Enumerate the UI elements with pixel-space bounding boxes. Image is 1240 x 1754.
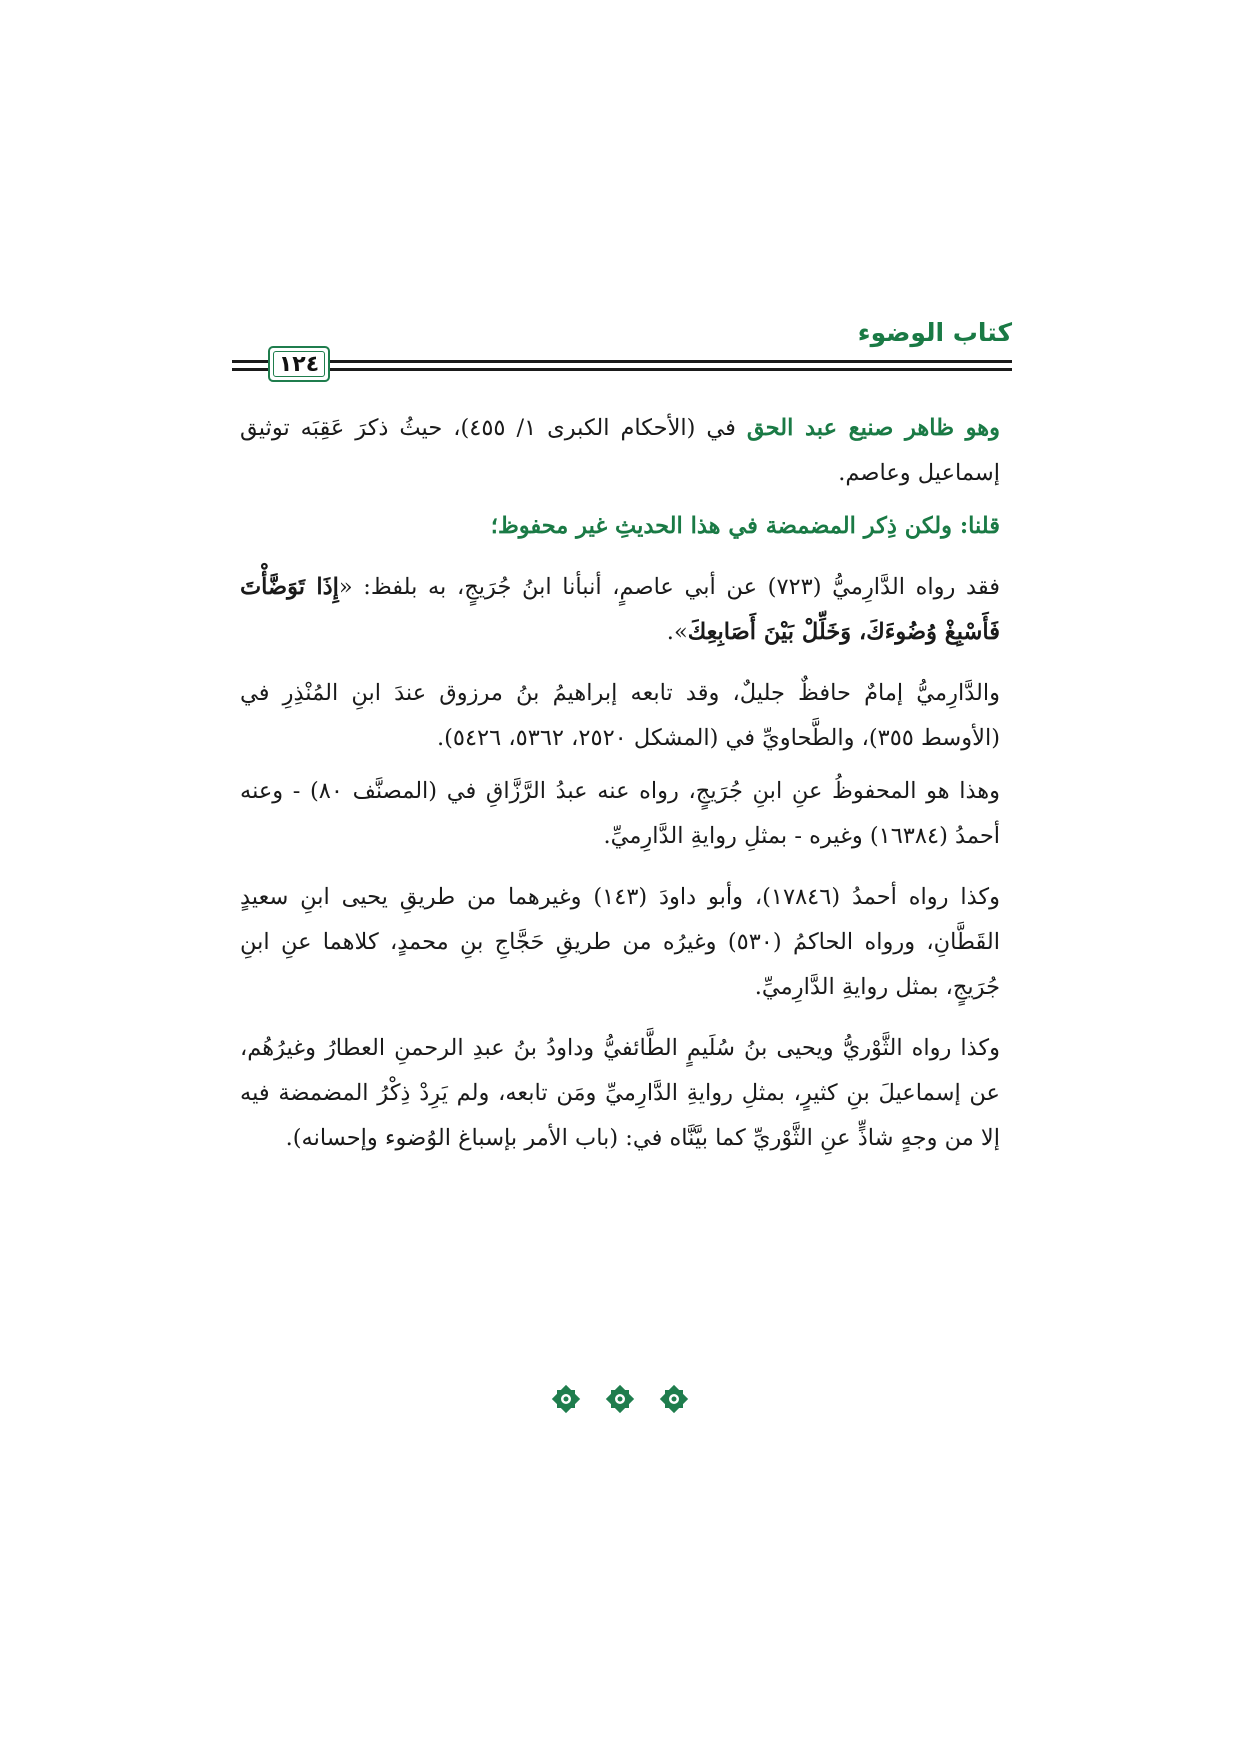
page-number-box <box>268 346 330 382</box>
page-header <box>232 318 1012 382</box>
paragraph-1 <box>240 406 1000 496</box>
header-rule-top <box>232 360 1012 363</box>
book-title: كتاب الوضوء <box>857 318 1012 347</box>
hadith-text: إِذَا تَوَضَّأْتَ فَأَسْبِغْ وُضُوءَكَ، وَخَلِّلْ بَيْنَ أَصَابِعِكَ <box>240 574 1000 645</box>
paragraph-text: في (الأحكام الكبرى ١/ ٤٥٥)، حيثُ ذكرَ عَقِبَه توثيق إسماعيل وعاصم. <box>240 415 1000 486</box>
end-ornaments <box>0 1382 1240 1416</box>
qulna-label: قلنا: <box>959 513 1000 539</box>
highlighted-statement: ولكن ذِكر المضمضة في هذا الحديثِ غير محفوظ؛ <box>490 513 960 539</box>
page-number: ١٢٤ <box>278 351 320 377</box>
paragraph-text: وكذا رواه أحمدُ (١٧٨٤٦)، وأبو داودَ (١٤٣) وغيرهما من طريقِ يحيى ابنِ سعيدٍ القَطَّانِ، ورواه الحاكمُ (٥٣٠) وغيرُه من طريقِ حَجَّاجِ بنِ محمدٍ، كلاهما عنِ ابنِ جُرَيجٍ، بمثل روايةِ الدَّارِميِّ. <box>240 884 1001 1000</box>
paragraph-text: وهذا هو المحفوظُ عنِ ابنِ جُرَيجٍ، رواه عنه عبدُ الرَّزَّاقِ في (المصنَّف ٨٠) - وعنه أحمدُ (١٦٣٨٤) وغيره - بمثلِ روايةِ الدَّارِميِّ. <box>240 778 1001 849</box>
quote-close: ». <box>666 619 688 645</box>
header-rule-bottom <box>232 368 1012 371</box>
paragraph-4 <box>240 671 1000 761</box>
paragraph-text: فقد رواه الدَّارِميُّ (٧٢٣) عن أبي عاصمٍ، أنبأنا ابنُ جُرَيجٍ، به بلفظ: « <box>338 574 1001 600</box>
flower-ornament-icon <box>657 1382 691 1416</box>
paragraph-2 <box>240 504 1000 549</box>
paragraph-5 <box>240 769 1000 859</box>
paragraph-text: والدَّارِميُّ إمامٌ حافظٌ جليلٌ، وقد تابعه إبراهيمُ بنُ مرزوق عندَ ابنِ المُنْذِرِ في (الأوسط ٣٥٥)، والطَّحاويِّ في (المشكل ٢٥٢٠، ٥٣٦٢، ٥٤٢٦). <box>240 680 1000 751</box>
paragraph-3 <box>240 565 1000 655</box>
page-body <box>240 406 1000 1177</box>
flower-ornament-icon <box>603 1382 637 1416</box>
paragraph-7 <box>240 1026 1000 1161</box>
paragraph-text: وكذا رواه الثَّوْريُّ ويحيى بنُ سُلَيمٍ الطَّائفيُّ وداودُ بنُ عبدِ الرحمنِ العطارُ وغيرُهُم، عن إسماعيلَ بنِ كثيرٍ، بمثلِ روايةِ الدَّارِميِّ ومَن تابعه، ولم يَرِدْ ذِكْرُ المضمضة فيه إلا من وجهٍ شاذٍّ عنِ الثَّوْريِّ كما بيَّنَّاه في: (باب الأمر بإسباغ الوُضوء وإحسانه). <box>240 1035 1000 1151</box>
highlighted-phrase: وهو ظاهر صنيع عبد الحق <box>746 415 1001 441</box>
flower-ornament-icon <box>549 1382 583 1416</box>
paragraph-6 <box>240 875 1000 1010</box>
